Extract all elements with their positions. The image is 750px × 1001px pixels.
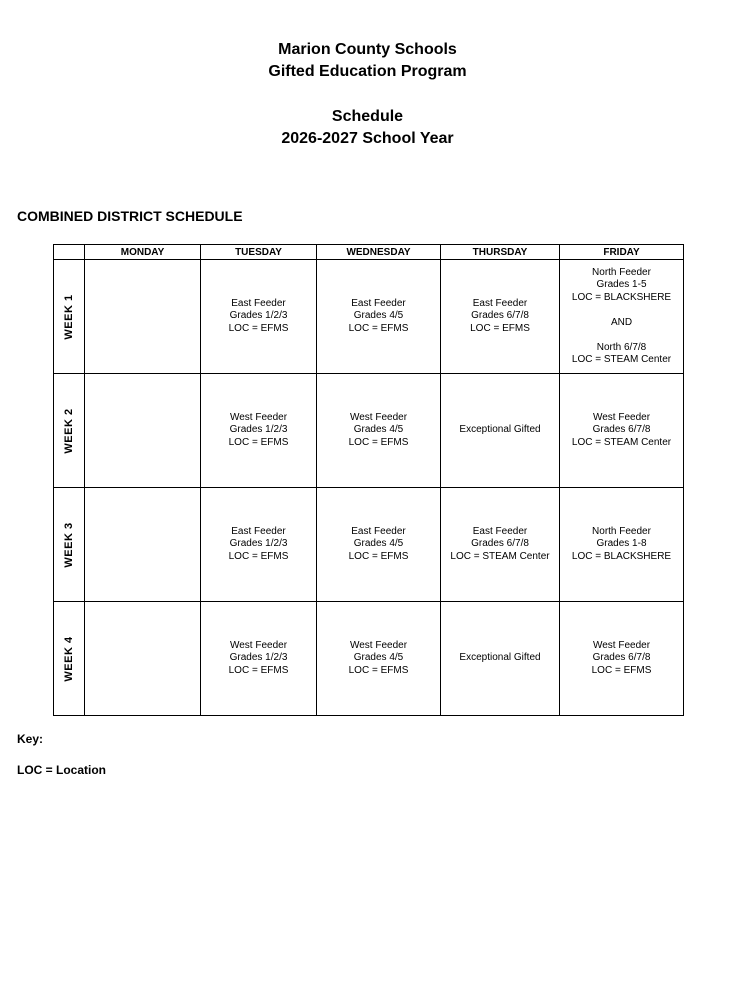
- schedule-cell-wednesday: [317, 602, 441, 716]
- cell-text-line: North 6/7/8: [596, 341, 647, 353]
- week-label: WEEK 4: [62, 635, 75, 682]
- schedule-cell-wednesday: [317, 260, 441, 374]
- cell-text-line: LOC = EFMS: [228, 664, 289, 676]
- cell-text-line: Grades 1/2/3: [229, 652, 288, 664]
- header-district: Marion County Schools: [278, 41, 457, 58]
- cell-spacer: [560, 329, 683, 342]
- cell-text-line: North Feeder: [592, 266, 651, 278]
- week-label: WEEK 1: [62, 293, 75, 340]
- cell-text-line: LOC = EFMS: [470, 322, 530, 334]
- schedule-cell-tuesday: [201, 488, 317, 602]
- cell-text-line: LOC = EFMS: [348, 550, 409, 562]
- schedule-cell-monday: [85, 260, 201, 374]
- schedule-cell-monday: [85, 374, 201, 488]
- cell-text-line: Grades 6/7/8: [592, 424, 651, 436]
- cell-text-line: Grades 6/7/8: [471, 538, 529, 550]
- schedule-cell-friday: [560, 260, 684, 374]
- week-label-cell: [54, 374, 85, 488]
- schedule-cell-friday: [560, 488, 684, 602]
- cell-text-line: West Feeder: [592, 411, 651, 423]
- cell-text-line: LOC = STEAM Center: [571, 354, 672, 365]
- column-header-friday: FRIDAY: [560, 245, 684, 260]
- cell-text-line: Grades 4/5: [353, 310, 404, 322]
- week-row: [54, 602, 684, 716]
- cell-text-line: LOC = EFMS: [228, 436, 289, 448]
- cell-text-line: LOC = BLACKSHERE: [571, 550, 672, 562]
- cell-text-line: Exceptional Gifted: [459, 424, 541, 436]
- key-item-loc: LOC = Location: [17, 763, 107, 777]
- cell-text-line: West Feeder: [229, 411, 288, 423]
- cell-text-line: Grades 1-8: [596, 538, 647, 550]
- corner-cell: [54, 245, 85, 260]
- cell-text-line: East Feeder: [472, 297, 528, 309]
- cell-text-line: LOC = EFMS: [591, 664, 652, 676]
- schedule-title: [0, 106, 735, 150]
- cell-text-line: Grades 1/2/3: [229, 538, 288, 550]
- cell-text-line: Grades 4/5: [353, 538, 404, 550]
- cell-text-line: Grades 4/5: [353, 652, 404, 664]
- cell-text-line: AND: [610, 316, 633, 328]
- cell-text-line: LOC = EFMS: [228, 550, 289, 562]
- header-school-year: 2026-2027 School Year: [281, 130, 454, 147]
- week-row: [54, 374, 684, 488]
- cell-text-line: LOC = EFMS: [348, 664, 409, 676]
- cell-text-line: East Feeder: [231, 297, 286, 309]
- cell-text-line: Grades 6/7/8: [592, 652, 651, 664]
- cell-text-line: Grades 1/2/3: [229, 310, 288, 322]
- column-header-thursday: THURSDAY: [441, 245, 560, 260]
- schedule-cell-tuesday: [201, 260, 317, 374]
- schedule-cell-monday: [85, 488, 201, 602]
- cell-text-line: Grades 1-5: [596, 279, 647, 290]
- document-header: [0, 39, 735, 83]
- week-row: [54, 260, 684, 374]
- cell-spacer: [560, 304, 683, 317]
- week-label-cell: [54, 260, 85, 374]
- key-label: Key:: [17, 732, 44, 746]
- schedule-cell-thursday: [441, 602, 560, 716]
- cell-text-line: East Feeder: [351, 525, 406, 537]
- schedule-cell-tuesday: [201, 374, 317, 488]
- schedule-cell-thursday: [441, 374, 560, 488]
- schedule-cell-tuesday: [201, 602, 317, 716]
- cell-text-line: Grades 6/7/8: [471, 310, 529, 322]
- section-title: COMBINED DISTRICT SCHEDULE: [17, 208, 243, 224]
- header-schedule: Schedule: [331, 108, 404, 125]
- cell-text-line: LOC = EFMS: [228, 322, 289, 334]
- cell-text-line: North Feeder: [592, 525, 651, 537]
- cell-text-line: Grades 1/2/3: [229, 424, 288, 436]
- cell-text-line: Exceptional Gifted: [459, 652, 541, 664]
- cell-text-line: East Feeder: [351, 297, 406, 309]
- cell-text-line: LOC = EFMS: [348, 322, 409, 334]
- week-row: [54, 488, 684, 602]
- week-label-cell: [54, 488, 85, 602]
- cell-text-line: LOC = STEAM Center: [571, 436, 672, 448]
- header-row: [54, 245, 684, 260]
- cell-text-line: West Feeder: [349, 411, 408, 423]
- cell-text-line: West Feeder: [229, 639, 288, 651]
- week-label: WEEK 2: [62, 407, 75, 454]
- cell-text-line: East Feeder: [231, 525, 286, 537]
- cell-text-line: Grades 4/5: [353, 424, 404, 436]
- column-header-tuesday: TUESDAY: [201, 245, 317, 260]
- header-program: Gifted Education Program: [268, 63, 467, 80]
- schedule-cell-thursday: [441, 488, 560, 602]
- cell-text-line: LOC = EFMS: [348, 436, 409, 448]
- schedule-cell-friday: [560, 374, 684, 488]
- schedule-table: [53, 244, 684, 716]
- cell-text-line: East Feeder: [472, 525, 528, 537]
- schedule-cell-monday: [85, 602, 201, 716]
- column-header-monday: MONDAY: [85, 245, 201, 260]
- week-label: WEEK 3: [62, 521, 75, 568]
- column-header-wednesday: WEDNESDAY: [317, 245, 441, 260]
- schedule-cell-wednesday: [317, 374, 441, 488]
- schedule-cell-friday: [560, 602, 684, 716]
- schedule-cell-wednesday: [317, 488, 441, 602]
- cell-text-line: West Feeder: [349, 639, 408, 651]
- schedule-cell-thursday: [441, 260, 560, 374]
- week-label-cell: [54, 602, 85, 716]
- cell-text-line: LOC = BLACKSHERE: [571, 291, 672, 303]
- cell-text-line: West Feeder: [592, 639, 651, 651]
- cell-text-line: LOC = STEAM Center: [450, 550, 550, 562]
